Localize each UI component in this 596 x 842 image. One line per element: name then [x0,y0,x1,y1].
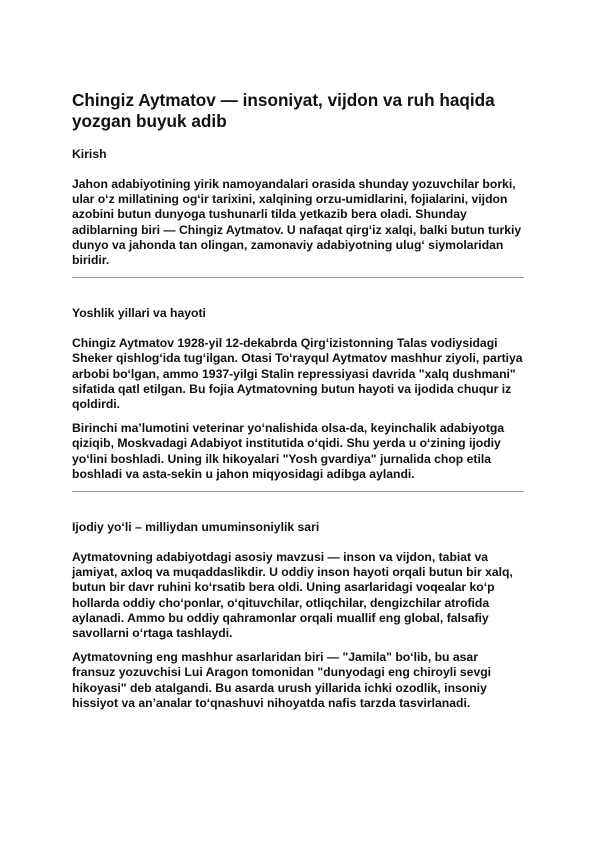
paragraph: Jahon adabiyotining yirik namoyandalari orasida shunday yozuvchilar borki, ular o‘z millatining og‘ir tarixini, xalqining orzu-umidlarini, fojialarini, vijdon azobini butun dunyoga tushunarli tilda yetkazib bera oladi. Shunday adiblarning biri — Chingiz Aytmatov. U nafaqat qirg‘iz xalqi, balki butun turkiy dunyo va jahonda tan olingan, zamonaviy adabiyotning ulug‘ siymolaridan biridir. [72,177,522,268]
section-heading: Yoshlik yillari va hayoti [72,306,206,321]
section-intro [72,147,524,268]
paragraph: Aytmatovning eng mashhur asarlaridan biri — "Jamila" bo‘lib, bu asar fransuz yozuvchisi Lui Aragon tomonidan "dunyodagi eng chiroyli sevgi hikoyasi" deb atalgandi. Bu asarda urush yillarida ichki ozodlik, insoniy hissiyot va an’analar to‘qnashuvi nihoyatda nafis tarzda tasvirlanadi. [72,650,492,710]
document-page [72,90,524,720]
section-heading: Kirish [72,147,107,161]
paragraph: Aytmatovning adabiyotdagi asosiy mavzusi — inson va vijdon, tabiat va jamiyat, axloq va muqaddaslikdir. U oddiy inson hayoti orqali butun bir xalq, butun bir davr ruhini ko‘rsatib bera oldi. Uning asarlaridagi voqealar ko‘p hollarda oddiy cho‘ponlar, o‘qituvchilar, otliqchilar, dengizchilar atrofida aylanadi. Ammo bu oddiy qahramonlar orqali muallif eng global, falsafiy savollarni o‘rtaga tashlaydi. [72,550,513,641]
section-heading: Ijodiy yo‘li – milliydan umuminsoniylik sari [72,520,320,535]
section-creative-path [72,520,524,711]
section-youth [72,306,524,482]
paragraph: Birinchi ma’lumotini veterinar yo‘nalishida olsa-da, keyinchalik adabiyotga qiziqib, Moskvadagi Adabiyot institutida o‘qidi. Shu yerda u o‘zining ijodiy yo‘lini boshladi. Uning ilk hikoyalari "Yosh gvardiya" jurnalida chop etila boshladi va asta-sekin u jahon miqyosidagi adibga aylandi. [72,421,505,481]
document-title: Chingiz Aytmatov — insoniyat, vijdon va ruh haqida yozgan buyuk adib [72,90,495,131]
paragraph: Chingiz Aytmatov 1928-yil 12-dekabrda Qirg‘izistonning Talas vodiysidagi Sheker qishlog‘ida tug‘ilgan. Otasi To‘rayqul Aytmatov mashhur ziyoli, partiya arbobi bo‘lgan, ammo 1937-yilgi Stalin repressiyasi davrida "xalq dushmani" sifatida qatl etilgan. Bu fojia Aytmatovning butun hayoti va ijodida chuqur iz qoldirdi. [72,336,523,412]
